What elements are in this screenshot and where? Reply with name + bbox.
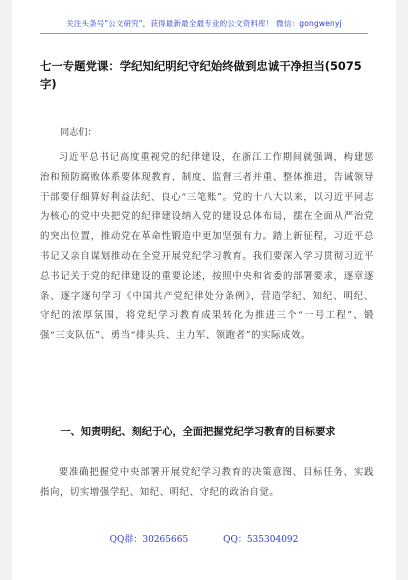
paragraph-1: 习近平总书记高度重视党的纪律建设，在浙江工作期间就强调，构建惩治和预防腐败体系要体现教育、制度、监督三者并重、整体推进，告诫领导干部要仔细算好利益法纪、良心“三笔账”。党的十八大以来，以习近平同志为核心的党中央把党的纪律建设纳入党的建设总体布局，摆在全面从严治党的突出位置，推动党在革命性锻造中更加坚强有力。踏上新征程，习近平总书记又亲自谋划推动在全党开展党纪学习教育。我们要深入学习贯彻习近平总书记关于党的纪律建设的重要论述，按照中央和省委的部署要求，逐章逐条、逐字逐句学习《中国共产党纪律处分条例》，营造学纪、知纪、明纪、守纪的浓厚氛围，将党纪学习教育成果转化为推进三个“一号工程”、锻强“三支队伍”、勇当“排头兵、主力军、领跑者”的实际成效。: [40, 152, 374, 342]
salutation: 同志们：: [60, 127, 97, 138]
document-title: 七一专题党课：学纪知纪明纪守纪始终做到忠诚干净担当(5075字): [40, 59, 362, 91]
document-page: [12, 0, 396, 580]
paragraph-2: 要准确把握党中央部署开展党纪学习教育的决策意图、目标任务、实践指向，切实增强学纪、知纪、明纪、守纪的政治自觉。: [40, 467, 374, 498]
body-text: [40, 148, 374, 346]
header-notice: 关注头条号"公文研究"，获得最新最全最专业的公文资料库！ 微信：gongwenyj: [66, 19, 342, 28]
body-text-2: [40, 463, 374, 503]
footer-qq-group: QQ群：30265665: [109, 535, 189, 545]
footer: [12, 532, 396, 545]
header-divider: [40, 33, 368, 34]
section-heading: 一、知责明纪、刻纪于心，全面把握党纪学习教育的目标要求: [60, 427, 336, 438]
footer-qq: QQ：535304092: [223, 535, 299, 545]
